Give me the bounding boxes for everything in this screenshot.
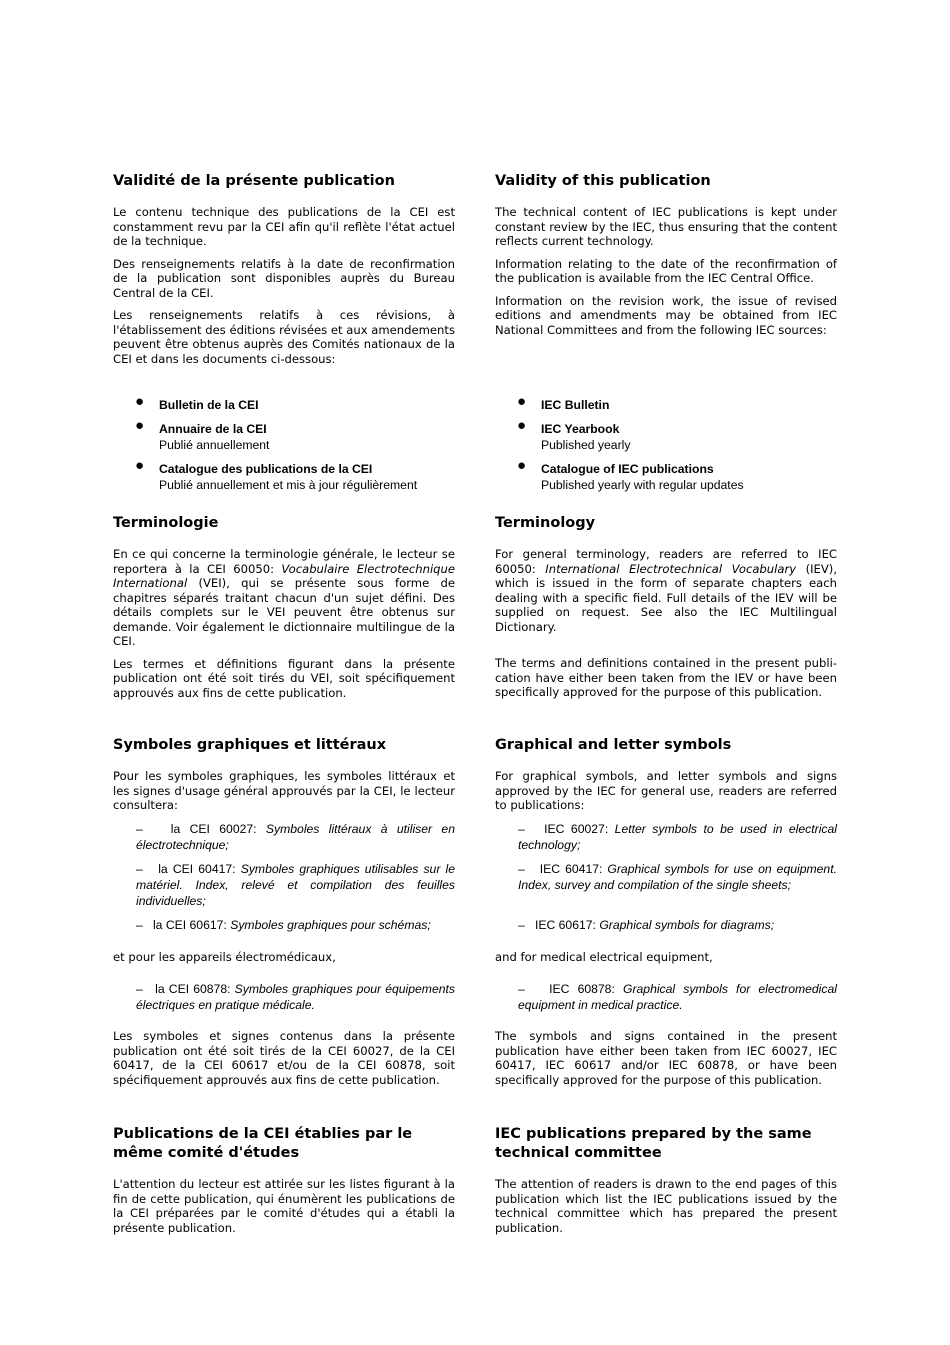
terminology-section-en (495, 514, 837, 700)
bullet-subtitle: Publié annuellement et mis à jour régulièrement (159, 478, 418, 492)
bullet-subtitle: Published yearly (541, 438, 631, 452)
paragraph: The terms and definitions contained in the present publi-cation have either been taken from the IEV or have been specifically approved for the purpose of this publication. (495, 656, 837, 699)
publication-ref: – la CEI 60617: Symboles graphiques pour schémas; (136, 918, 431, 932)
paragraph: Le contenu technique des publications de la CEI est constamment revu par la CEI afin qu'il reflète l'état actuel de la technique. (113, 205, 455, 248)
bullet-item (135, 417, 455, 453)
terminology-section-fr (113, 514, 455, 700)
bullet-icon: ● (517, 417, 527, 434)
bullet-item (517, 393, 837, 413)
bullet-title: Bulletin de la CEI (159, 398, 259, 412)
committee-section-fr (113, 1125, 455, 1235)
section-title: Validity of this publication (495, 173, 711, 189)
section-title: Terminologie (113, 515, 219, 531)
symbols-p3-fr (113, 1029, 455, 1087)
bullet-title: IEC Yearbook (541, 422, 620, 436)
validity-section-fr (113, 172, 455, 366)
section-title: Graphical and letter symbols (495, 737, 732, 753)
publication-ref: – la CEI 60417: Symboles graphiques utilisables sur le matériel. Index, relevé et compilation des feuilles individuelles; (136, 862, 455, 908)
paragraph: Les renseignements relatifs à ces révisions, à l'établissement des éditions révisées et aux amendements peuvent être obtenus auprès des Comités nationaux de la CEI et dans les documents ci-dessous: (113, 308, 455, 366)
bullet-icon: ● (135, 457, 145, 474)
bullet-item (135, 393, 455, 413)
bullet-title: Catalogue of IEC publications (541, 462, 714, 476)
bullet-icon: ● (517, 393, 527, 410)
symbols-p2-fr (113, 950, 455, 965)
section-title: Symboles graphiques et littéraux (113, 737, 387, 753)
bullet-title: Annuaire de la CEI (159, 422, 267, 436)
paragraph: Information relating to the date of the reconfirmation of the publication is available from the IEC Central Office. (495, 256, 837, 285)
symbols-p3-en (495, 1029, 837, 1087)
bullet-title: IEC Bulletin (541, 398, 610, 412)
publication-ref: – la CEI 60027: Symboles littéraux à utiliser en électrotechnique; (136, 822, 455, 852)
bullet-subtitle: Publié annuellement (159, 438, 270, 452)
paragraph: Information on the revision work, the issue of revised editions and amendments may be obtained from IEC National Committees and from the following IEC sources: (495, 293, 837, 337)
paragraph: Les symboles et signes contenus dans la présente publication ont été soit tirés de la CEI 60027, de la CEI 60417, de la CEI 60617 et/ou de la CEI 60878, soit spécifiquement approuvés aux fins de cette publication. (113, 1029, 455, 1087)
paragraph: The technical content of IEC publications is kept under constant review by the IEC, thus ensuring that the content reflects current technology. (495, 205, 837, 248)
symbols-p2-en (495, 950, 837, 965)
paragraph: For general terminology, readers are referred to IEC 60050: International Electrotechnical Vocabulary (IEV), which is issued in the form of separate chapters each dealing with a specific field. Full details of the IEV will be supplied on request. See also the IEC Multilingual Dictionary. (495, 547, 838, 634)
section-title: IEC publications prepared by the same technical committee (495, 1126, 812, 1161)
bullet-subtitle: Published yearly with regular updates (541, 478, 744, 492)
paragraph: En ce qui concerne la terminologie générale, le lecteur se reportera à la CEI 60050: Vocabulaire Electrotechnique International (VEI), qui se présente sous forme de chapitres séparés traitant chacun d'un sujet défini. Des détails complets sur le VEI peuvent être obtenus sur demande. Voir également le dictionnaire multilingue de la CEI. (113, 547, 455, 648)
paragraph: For graphical symbols, and letter symbols and signs approved by the IEC for general use, readers are referred to publications: (495, 769, 837, 812)
section-title: Publications de la CEI établies par le même comité d'études (113, 1126, 413, 1161)
bullet-title: Catalogue des publications de la CEI (159, 462, 373, 476)
committee-section-en (495, 1125, 837, 1235)
bullet-item (517, 457, 837, 493)
symbols-section-fr (113, 736, 455, 813)
bullet-icon: ● (517, 457, 527, 474)
paragraph: The attention of readers is drawn to the end pages of this publication which list the IEC publications issued by the technical committee which has prepared the present publication. (495, 1177, 837, 1235)
paragraph: Pour les symboles graphiques, les symboles littéraux et les signes d'usage général approuvés par la CEI, le lecteur consultera: (113, 769, 455, 812)
paragraph: Des renseignements relatifs à la date de reconfirmation de la publication sont disponibles auprès du Bureau Central de la CEI. (113, 256, 455, 300)
section-title: Validité de la présente publication (113, 173, 395, 189)
publication-ref: – IEC 60027: Letter symbols to be used in electrical technology; (518, 822, 837, 852)
symbols-section-en (495, 736, 837, 813)
paragraph: The symbols and signs contained in the present publication have either been taken from IEC 60027, IEC 60417, IEC 60617 and/or IEC 60878, or have been specifically approved for the purpose of this publication. (495, 1029, 837, 1087)
paragraph: et pour les appareils électromédicaux, (113, 950, 336, 964)
paragraph: and for medical electrical equipment, (495, 950, 713, 964)
validity-section-en (495, 172, 837, 337)
paragraph: L'attention du lecteur est attirée sur les listes figurant à la fin de cette publication, qui énumèrent les publications de la CEI préparées par le comité d'études qui a établi la présente publication. (113, 1177, 455, 1235)
publication-ref: – IEC 60417: Graphical symbols for use on equipment. Index, survey and compilation of the single sheets; (518, 862, 837, 892)
bullet-item (517, 417, 837, 453)
publication-ref: – IEC 60617: Graphical symbols for diagrams; (518, 918, 775, 932)
section-title: Terminology (495, 515, 596, 531)
paragraph: Les termes et définitions figurant dans la présente publication ont été soit tirés du VEI, soit spécifiquement approuvés aux fins de cette publication. (113, 656, 455, 700)
publication-ref: – la CEI 60878: Symboles graphiques pour équipements électriques en pratique médicale. (136, 982, 455, 1012)
publication-ref: – IEC 60878: Graphical symbols for electromedical equipment in medical practice. (518, 982, 837, 1012)
bullet-icon: ● (135, 417, 145, 434)
bullet-icon: ● (135, 393, 145, 410)
bullet-item (135, 457, 455, 493)
